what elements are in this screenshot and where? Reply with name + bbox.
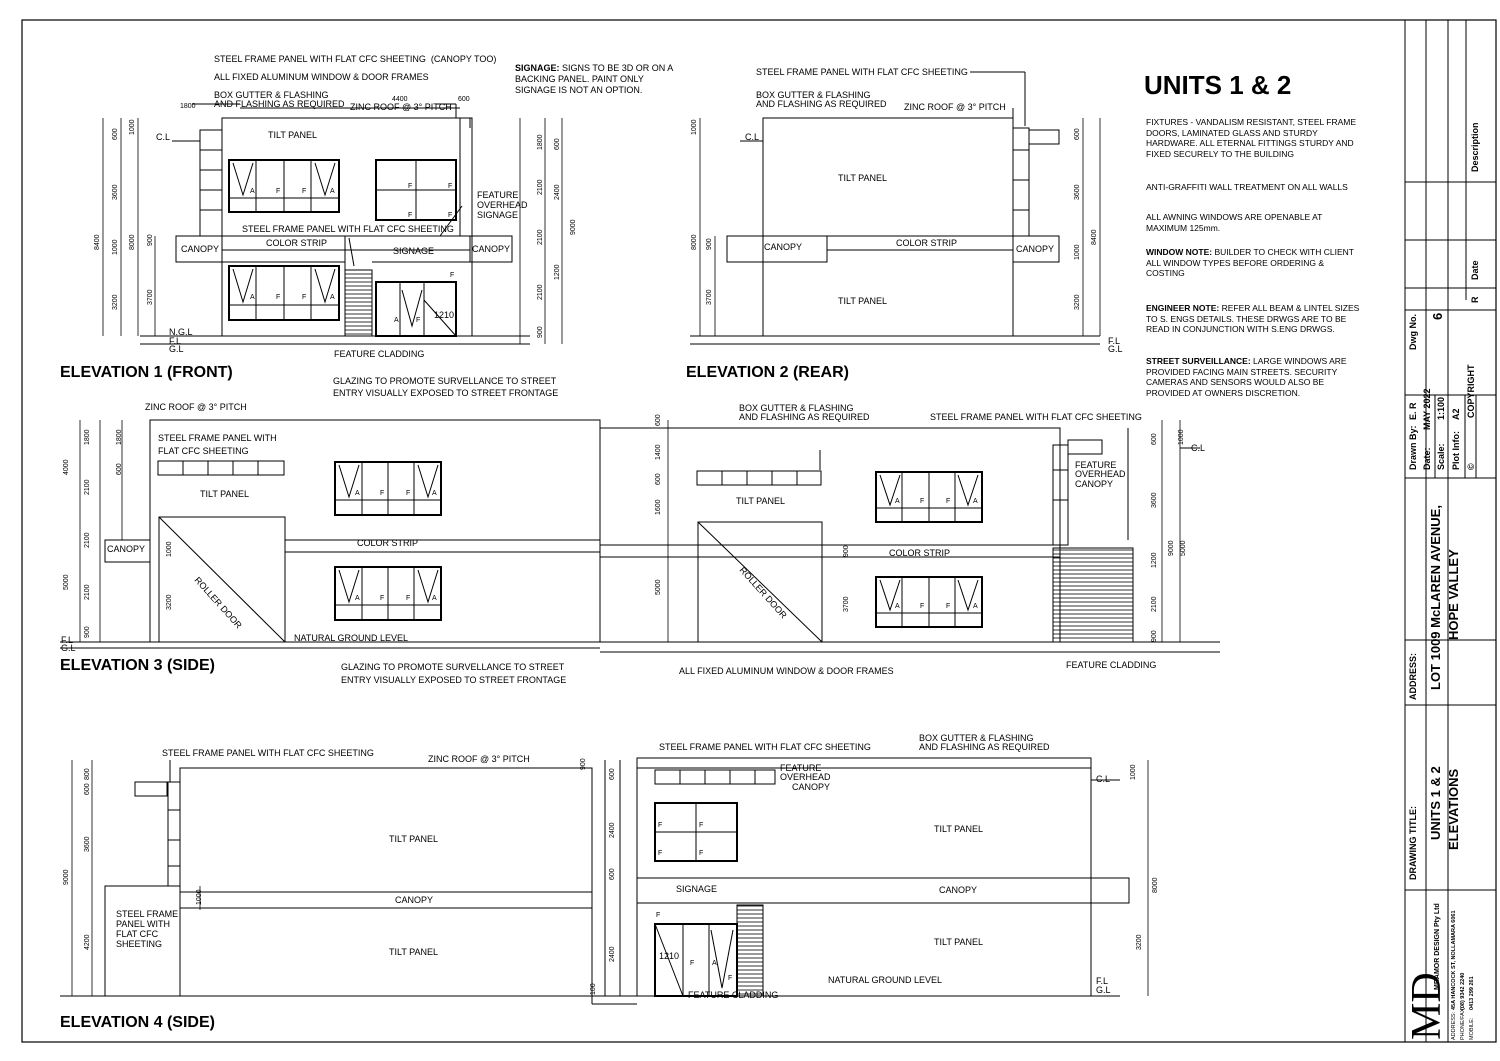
e4-dim-1000: 1000	[196, 889, 203, 905]
elevation-1-title: ELEVATION 1 (FRONT)	[60, 364, 233, 381]
e2-dim-8400: 8400	[1091, 229, 1098, 245]
e3-dim-r600b: 600	[655, 473, 662, 485]
e1-dim-900: 900	[147, 234, 154, 246]
e3-steel-frame-2: FLAT CFC SHEETING	[158, 446, 249, 456]
win-marker-f: F	[920, 498, 925, 505]
signage-note-line2: BACKING PANEL. PAINT ONLY	[515, 74, 644, 84]
tb-copyright-symbol: ©	[1466, 463, 1476, 470]
e2-tilt-panel-bottom: TILT PANEL	[838, 296, 888, 306]
win-marker-f: F	[728, 975, 733, 982]
win-marker-a: A	[712, 960, 717, 967]
e4-tilt-panel-3: TILT PANEL	[389, 947, 439, 957]
e4-steel-frame-left: STEEL FRAME PANEL WITH FLAT CFC SHEETING	[162, 748, 374, 758]
e3-zinc-roof: ZINC ROOF @ 3° PITCH	[145, 402, 247, 412]
e1-overhead-label: OVERHEAD	[477, 200, 528, 210]
win-marker-a: A	[973, 498, 978, 505]
e1-color-strip: COLOR STRIP	[266, 238, 328, 248]
win-marker-f: F	[658, 850, 663, 857]
signage-note-text: SIGNS TO BE 3D OR ON A	[559, 63, 674, 73]
e2-tilt-panel-top: TILT PANEL	[838, 173, 888, 183]
tb-date-col: Date	[1470, 260, 1480, 280]
tb-r-col: R	[1470, 296, 1480, 303]
e2-dim-3700: 3700	[706, 289, 713, 305]
note-window	[1146, 247, 1361, 279]
e1-dim-r2400: 2400	[554, 184, 561, 200]
win-marker-f: F	[276, 294, 281, 301]
e2-canopy-left: CANOPY	[764, 242, 803, 252]
e2-dim-1000: 1000	[691, 119, 698, 135]
e3-gl: G.L	[61, 643, 76, 653]
tb-address-line2: HOPE VALLEY	[1446, 549, 1461, 640]
tb-co-address-label: ADDRESS:	[1451, 1011, 1457, 1040]
e4-box-gutter: BOX GUTTER & FLASHING	[919, 733, 1034, 743]
tb-drawing-title-1: UNITS 1 & 2	[1428, 766, 1443, 840]
e3-dim-3200: 3200	[166, 594, 173, 610]
tb-copyright: COPYRIGHT	[1466, 364, 1476, 418]
e4-tilt-panel-4: TILT PANEL	[934, 937, 984, 947]
win-marker-f: F	[656, 912, 661, 919]
note-3-text: BUILDER TO CHECK WITH CLIENT ALL WINDOW TYPES BEFORE ORDERING & COSTING	[1146, 247, 1354, 278]
e1-dim-r2100b: 2100	[537, 229, 544, 245]
e1-dim-top-3: 600	[458, 96, 470, 103]
e2-cl: C.L	[745, 132, 760, 142]
e4-dim-4200: 4200	[84, 934, 91, 950]
e2-and-flashing: AND FLASHING AS REQUIRED	[756, 99, 887, 109]
e1-glazing-1: GLAZING TO PROMOTE SURVELLANCE TO STREET	[333, 376, 557, 386]
win-marker-f: F	[408, 212, 413, 219]
note-1-text: ANTI-GRAFFITI WALL TREATMENT ON ALL WALLS	[1146, 182, 1348, 192]
note-4-label: ENGINEER NOTE:	[1146, 303, 1220, 313]
e2-dim-900: 900	[706, 238, 713, 250]
signage-note-line3: SIGNAGE IS NOT AN OPTION.	[515, 85, 643, 95]
e1-zinc-roof: ZINC ROOF @ 3° PITCH	[350, 102, 452, 112]
elevation-2-drawing	[690, 72, 1100, 344]
e2-box-gutter: BOX GUTTER & FLASHING	[756, 90, 871, 100]
e4-dim-2400b: 2400	[609, 946, 616, 962]
e1-dim-3700: 3700	[147, 289, 154, 305]
e1-signage-label: SIGNAGE	[477, 210, 519, 220]
e3-dim-4000: 4000	[63, 459, 70, 475]
e4-sf-panel-2: PANEL WITH	[116, 919, 171, 929]
e4-door-width: 1210	[659, 951, 680, 961]
note-steel-frame-canopy: STEEL FRAME PANEL WITH FLAT CFC SHEETING (CANOPY TOO)	[214, 54, 497, 64]
elevation-2-dimensions	[700, 118, 1100, 336]
e3-canopy: CANOPY	[107, 544, 146, 554]
e1-feature-label: FEATURE	[477, 190, 519, 200]
e2-color-strip: COLOR STRIP	[896, 238, 958, 248]
e3-color-strip-right: COLOR STRIP	[889, 548, 951, 558]
tb-dwg-no: 6	[1430, 312, 1445, 320]
e1-dim-r1200: 1200	[554, 264, 561, 280]
win-marker-f: F	[946, 498, 951, 505]
win-marker-a: A	[895, 498, 900, 505]
tb-co-mobile-label: MOBILE:	[1469, 1017, 1475, 1040]
e3-dim-2100: 2100	[84, 479, 91, 495]
tb-description: Description	[1470, 122, 1480, 172]
e3-dim-r5000: 5000	[655, 579, 662, 595]
tb-drawn-by: E. R	[1408, 402, 1418, 420]
note-and-flashing: AND FLASHING AS REQUIRED	[214, 99, 345, 109]
e1-dim-3600: 3600	[112, 184, 119, 200]
e3-dim-r3600: 3600	[1151, 492, 1158, 508]
note-street-surveillance	[1146, 356, 1361, 398]
tb-co-phone: (08) 9342 2240	[1460, 972, 1466, 1010]
e1-dim-600: 600	[112, 128, 119, 140]
e3-roller-door-right: ROLLER DOOR	[737, 565, 789, 621]
win-marker-a: A	[895, 603, 900, 610]
units-heading: UNITS 1 & 2	[1144, 70, 1292, 100]
e3-dim-2100c: 2100	[84, 584, 91, 600]
e4-dim-3200: 3200	[1136, 934, 1143, 950]
e3-feature: FEATURE	[1075, 460, 1117, 470]
e4-canopy-left: CANOPY	[395, 895, 434, 905]
tb-co-mobile: 0413 299 261	[1469, 976, 1475, 1010]
e1-dim-r1800: 1800	[537, 134, 544, 150]
win-marker-f: F	[380, 490, 385, 497]
e1-steel-frame-panel: STEEL FRAME PANEL WITH FLAT CFC SHEETING	[242, 224, 454, 234]
e4-dim-3600: 3600	[84, 836, 91, 852]
tb-drawing-title-label: DRAWING TITLE:	[1408, 806, 1418, 880]
tb-scale-label: Scale:	[1436, 443, 1446, 470]
tb-date-label: Date:	[1422, 447, 1432, 470]
e3-glazing-2: ENTRY VISUALLY EXPOSED TO STREET FRONTAGE	[341, 675, 567, 685]
e1-dim-r900: 900	[537, 326, 544, 338]
e4-and-flashing: AND FLASHING AS REQUIRED	[919, 742, 1050, 752]
tb-drawing-title-2: ELEVATIONS	[1446, 768, 1461, 850]
win-marker-f: F	[406, 490, 411, 497]
e4-sf-panel-4: SHEETING	[116, 939, 163, 949]
e1-feature-cladding: FEATURE CLADDING	[334, 349, 425, 359]
e3-dim-5000: 5000	[63, 574, 70, 590]
e1-door-width: 1210	[434, 310, 455, 320]
note-fixtures	[1146, 117, 1361, 159]
e3-feature-cladding: FEATURE CLADDING	[1066, 660, 1157, 670]
e4-dim-r600: 600	[609, 768, 616, 780]
win-marker-a: A	[355, 490, 360, 497]
e3-dim-r2100: 2100	[1151, 596, 1158, 612]
elevation-4-title: ELEVATION 4 (SIDE)	[60, 1014, 215, 1031]
e4-sf-panel-1: STEEL FRAME	[116, 909, 179, 919]
e4-feature-cladding: FEATURE CLADDING	[688, 990, 779, 1000]
e2-dim-600: 600	[1074, 128, 1081, 140]
e4-dim-2400: 2400	[609, 822, 616, 838]
tb-dwg-no-label: Dwg No.	[1408, 314, 1418, 350]
signage-note	[515, 63, 673, 74]
win-marker-f: F	[920, 603, 925, 610]
e4-overhead: OVERHEAD	[780, 772, 831, 782]
e4-fl: F.L	[1096, 976, 1109, 986]
e3-dim-r600: 600	[655, 414, 662, 426]
win-marker-a: A	[250, 294, 255, 301]
signage-note-label: SIGNAGE:	[515, 63, 560, 73]
e1-canopy-right: CANOPY	[472, 244, 511, 254]
e3-dim-600: 600	[116, 463, 123, 475]
e3-roller-door: ROLLER DOOR	[192, 575, 244, 631]
tb-plot: A2	[1451, 408, 1461, 420]
win-marker-f: F	[380, 595, 385, 602]
e3-dim-r1000: 1000	[1178, 429, 1185, 445]
e3-dim-1600: 1600	[655, 499, 662, 515]
e3-dim-r600c: 600	[1151, 433, 1158, 445]
win-marker-f: F	[690, 960, 695, 967]
e3-natural-ground: NATURAL GROUND LEVEL	[294, 633, 409, 643]
e3-fl: F.L	[61, 635, 74, 645]
sheet-border	[22, 20, 1496, 1042]
win-marker-a: A	[432, 595, 437, 602]
win-marker-f: F	[450, 272, 455, 279]
e2-fl: F.L	[1108, 336, 1121, 346]
note-all-fixed-frames: ALL FIXED ALUMINUM WINDOW & DOOR FRAMES	[214, 72, 429, 82]
e1-dim-r2100: 2100	[537, 179, 544, 195]
win-marker-f: F	[416, 317, 421, 324]
e4-canopy-word: CANOPY	[792, 782, 831, 792]
note-0-text: FIXTURES - VANDALISM RESISTANT, STEEL FRAME DOORS, LAMINATED GLASS AND STURDY HARDWARE. ALL ETERNAL FITTINGS STURDY AND FIXED SECURELY TO THE BUILDING	[1146, 117, 1357, 159]
e4-dim-100: 100	[590, 983, 597, 995]
e3-glazing-1: GLAZING TO PROMOTE SURVELLANCE TO STREET	[341, 662, 565, 672]
e2-dim-8000: 8000	[691, 234, 698, 250]
win-marker-f: F	[276, 188, 281, 195]
e2-dim-1000: 1000	[1074, 244, 1081, 260]
e4-dim-r1000: 1000	[1130, 764, 1137, 780]
e3-dim-r900: 900	[843, 545, 850, 557]
title-block-frame	[1405, 20, 1496, 1042]
e4-dim-800: 800	[84, 768, 91, 780]
e3-dim-1800b: 1800	[116, 429, 123, 445]
e3-tilt-panel-right: TILT PANEL	[736, 496, 786, 506]
e1-ngl: N.G.L	[169, 327, 193, 337]
e4-natural-ground: NATURAL GROUND LEVEL	[828, 975, 943, 985]
tb-co-address: 45A HANCOCK ST, NOLLAMARA 6061	[1451, 910, 1457, 1010]
e4-dim-9000: 9000	[63, 869, 70, 885]
e4-gl: G.L	[1096, 985, 1111, 995]
e1-tilt-panel: TILT PANEL	[268, 130, 318, 140]
win-marker-a: A	[330, 188, 335, 195]
e2-dim-3600: 3600	[1074, 184, 1081, 200]
win-marker-f: F	[302, 294, 307, 301]
elevation-3-title: ELEVATION 3 (SIDE)	[60, 657, 215, 674]
win-marker-f: F	[699, 822, 704, 829]
note-awning	[1146, 212, 1361, 233]
tb-scale: 1:100	[1436, 396, 1446, 420]
note-engineer	[1146, 303, 1361, 335]
e3-canopy-word: CANOPY	[1075, 479, 1114, 489]
win-marker-a: A	[330, 294, 335, 301]
e4-dim-900: 900	[580, 758, 587, 770]
e1-dim-r2100c: 2100	[537, 284, 544, 300]
note-2-text: ALL AWNING WINDOWS ARE OPENABLE AT MAXIMUM 125mm.	[1146, 212, 1323, 233]
win-marker-f: F	[448, 183, 453, 190]
tb-co-phone-label: PHONE/FAX:	[1460, 1006, 1466, 1040]
e3-overhead: OVERHEAD	[1075, 469, 1126, 479]
e2-canopy-right: CANOPY	[1016, 244, 1055, 254]
e2-steel-frame: STEEL FRAME PANEL WITH FLAT CFC SHEETING	[756, 67, 968, 77]
win-marker-a: A	[394, 317, 399, 324]
tb-date: MAY 2022	[1422, 388, 1432, 430]
e1-glazing-2: ENTRY VISUALLY EXPOSED TO STREET FRONTAGE	[333, 388, 559, 398]
e3-dim-900: 900	[84, 626, 91, 638]
e1-dim-1000b: 1000	[112, 239, 119, 255]
e3-dim-r9000: 9000	[1168, 540, 1175, 556]
e3-and-flashing: AND FLASHING AS REQUIRED	[739, 412, 870, 422]
e1-dim-top-1: 1800	[180, 103, 196, 110]
note-5-label: STREET SURVEILLANCE:	[1146, 356, 1251, 366]
e3-dim-1400: 1400	[655, 444, 662, 460]
e4-sf-panel-3: FLAT CFC	[116, 929, 159, 939]
note-3-label: WINDOW NOTE:	[1146, 247, 1213, 257]
elevation-2-title: ELEVATION 2 (REAR)	[686, 364, 849, 381]
e3-steel-frame-1: STEEL FRAME PANEL WITH	[158, 433, 277, 443]
e3-dim-r3700: 3700	[843, 596, 850, 612]
e3-color-strip: COLOR STRIP	[357, 538, 419, 548]
e4-zinc-roof: ZINC ROOF @ 3° PITCH	[428, 754, 530, 764]
e3-dim-r900b: 900	[1151, 630, 1158, 642]
e3-cl: C.L	[1191, 443, 1206, 453]
win-marker-f: F	[946, 603, 951, 610]
e1-dim-8000: 8000	[129, 234, 136, 250]
e1-dim-1000: 1000	[129, 119, 136, 135]
e4-dim-600: 600	[84, 783, 91, 795]
e4-feature: FEATURE	[780, 763, 822, 773]
e1-dim-r9000: 9000	[570, 219, 577, 235]
e3-dim-1800: 1800	[84, 429, 91, 445]
e3-dim-2100b: 2100	[84, 532, 91, 548]
tb-plot-label: Plot Info:	[1451, 431, 1461, 470]
e4-steel-frame-right: STEEL FRAME PANEL WITH FLAT CFC SHEETING	[659, 742, 871, 752]
e3-all-fixed: ALL FIXED ALUMINUM WINDOW & DOOR FRAMES	[679, 666, 894, 676]
e1-dim-r600: 600	[554, 138, 561, 150]
tb-address-label: ADDRESS:	[1408, 652, 1418, 700]
e2-dim-3200: 3200	[1074, 294, 1081, 310]
win-marker-a: A	[432, 490, 437, 497]
e2-gl: G.L	[1108, 344, 1123, 354]
e3-dim-r1200: 1200	[1151, 552, 1158, 568]
win-marker-a: A	[250, 188, 255, 195]
win-marker-f: F	[302, 188, 307, 195]
e1-canopy-left: CANOPY	[181, 244, 220, 254]
e1-gl: G.L	[169, 344, 184, 354]
e4-dim-r600b: 600	[609, 868, 616, 880]
note-5-text: LARGE WINDOWS ARE PROVIDED FACING MAIN STREETS. SECURITY CAMERAS AND SENSORS WOULD ALSO BE PROVIDED AT OWNERS DISCRETION.	[1146, 356, 1347, 398]
win-marker-f: F	[408, 183, 413, 190]
win-marker-a: A	[973, 603, 978, 610]
elevation-4-drawing	[60, 758, 1129, 1004]
e1-dim-8400: 8400	[94, 234, 101, 250]
tb-drawn-by-label: Drawn By:	[1408, 425, 1418, 470]
e2-zinc-roof: ZINC ROOF @ 3° PITCH	[904, 102, 1006, 112]
win-marker-a: A	[355, 595, 360, 602]
e3-dim-r8000: 5000	[1180, 540, 1187, 556]
e4-tilt-panel-1: TILT PANEL	[389, 834, 439, 844]
win-marker-f: F	[658, 822, 663, 829]
e4-tilt-panel-2: TILT PANEL	[934, 824, 984, 834]
e1-cl: C.L	[156, 132, 171, 142]
e3-tilt-panel: TILT PANEL	[200, 489, 250, 499]
tb-address-line1: LOT 1009 McLAREN AVENUE,	[1428, 505, 1443, 690]
e4-cl: C.L	[1096, 774, 1111, 784]
win-marker-f: F	[699, 850, 704, 857]
e4-dim-8000: 8000	[1152, 877, 1159, 893]
win-marker-f: F	[448, 212, 453, 219]
e3-box-gutter: BOX GUTTER & FLASHING	[739, 403, 854, 413]
e4-signage: SIGNAGE	[676, 884, 718, 894]
e1-dim-top-2: 4400	[392, 96, 408, 103]
e1-dim-3200: 3200	[112, 294, 119, 310]
company-logo: MD	[1404, 972, 1450, 1040]
tb-company: MRAMOR DESIGN Pty Ltd	[1434, 903, 1441, 990]
e1-fl: F.L	[169, 336, 182, 346]
e3-dim-1000: 1000	[166, 541, 173, 557]
note-box-gutter: BOX GUTTER & FLASHING	[214, 90, 329, 100]
e1-signage: SIGNAGE	[393, 246, 435, 256]
e3-steel-frame-right: STEEL FRAME PANEL WITH FLAT CFC SHEETING	[930, 412, 1142, 422]
note-anti-graffiti	[1146, 182, 1361, 193]
note-4-text: REFER ALL BEAM & LINTEL SIZES TO S. ENGS DETAILS. THESE DRWGS ARE TO BE READ IN CONJUNCTION WITH S.ENG DRWGS.	[1146, 303, 1360, 334]
win-marker-f: F	[406, 595, 411, 602]
e4-canopy-right: CANOPY	[939, 885, 978, 895]
